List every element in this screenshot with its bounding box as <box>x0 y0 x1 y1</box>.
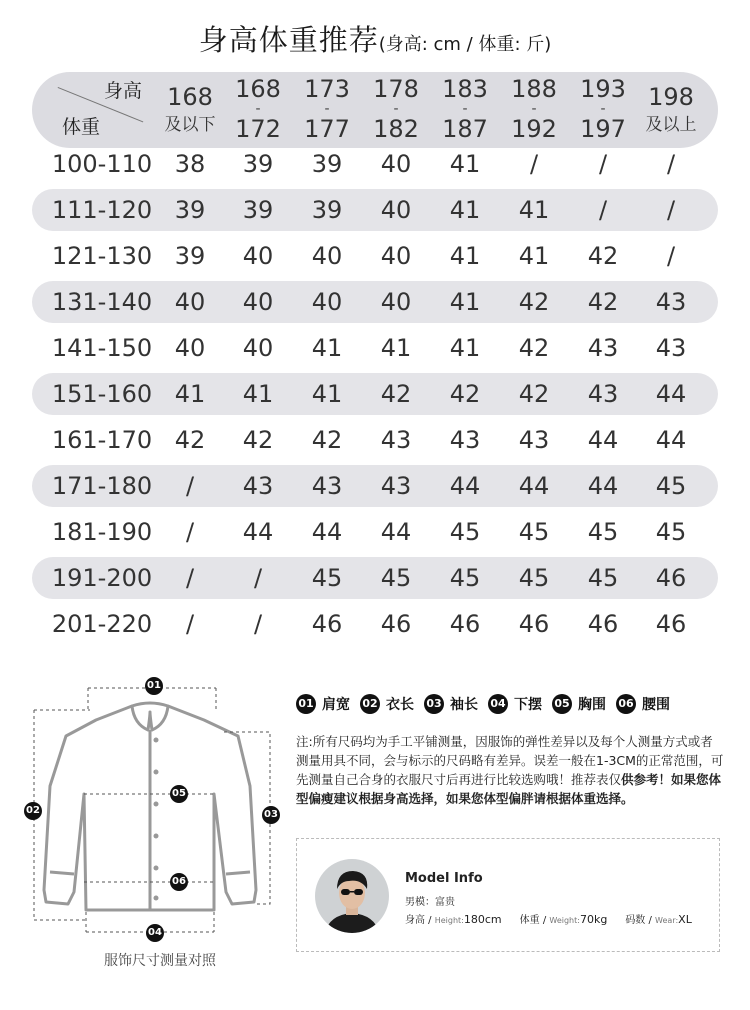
size-cell: 45 <box>518 518 550 546</box>
size-cell: 41 <box>311 334 343 362</box>
size-cell: 41 <box>242 380 274 408</box>
size-cell: 44 <box>587 472 619 500</box>
table-row <box>32 419 718 461</box>
size-cell: 45 <box>587 564 619 592</box>
size-cell: 46 <box>655 564 687 592</box>
size-cell: 39 <box>242 196 274 224</box>
size-cell: 43 <box>380 426 412 454</box>
size-cell: 40 <box>242 242 274 270</box>
size-cell: 39 <box>174 242 206 270</box>
height-column-header: 168 - 172 <box>235 75 281 143</box>
weight-range-cell: 100-110 <box>51 150 153 178</box>
size-cell: 46 <box>449 610 481 638</box>
size-cell: 42 <box>311 426 343 454</box>
weight-range-cell: 111-120 <box>51 196 153 224</box>
size-cell: 44 <box>449 472 481 500</box>
model-size: 码数 / Wear:XL <box>625 913 692 926</box>
table-row <box>32 235 718 277</box>
measurement-legend <box>296 692 680 716</box>
size-cell: 46 <box>587 610 619 638</box>
badge-06: 06 <box>170 873 188 891</box>
weight-range-cell: 121-130 <box>51 242 153 270</box>
size-cell: 41 <box>449 196 481 224</box>
height-column-header: 183 - 187 <box>442 75 488 143</box>
size-cell: / <box>185 518 195 546</box>
size-cell: 39 <box>174 196 206 224</box>
model-info-card <box>296 838 720 952</box>
size-cell: 39 <box>242 150 274 178</box>
size-cell: 46 <box>311 610 343 638</box>
table-row <box>32 465 718 507</box>
size-cell: 38 <box>174 150 206 178</box>
size-cell: 41 <box>518 196 550 224</box>
size-cell: 41 <box>518 242 550 270</box>
size-cell: 42 <box>518 380 550 408</box>
size-cell: 43 <box>311 472 343 500</box>
size-cell: 42 <box>518 334 550 362</box>
title-unit: (身高: cm / 体重: 斤) <box>378 34 552 55</box>
size-cell: / <box>666 196 676 224</box>
note-text: 注:所有尺码均为手工平铺测量，因服饰的弹性差异以及每个人测量方式或者测量用具不同，会与标示的尺码略有差异。误差一般在1-3CM的正常范围，可先测量自己合身的衣服尺寸后再进行比较选购哦！推荐表仅 <box>296 734 724 787</box>
weight-range-cell: 191-200 <box>51 564 153 592</box>
header-height-label: 身高 <box>104 80 143 102</box>
size-cell: 41 <box>449 288 481 316</box>
height-column-header: 198 及以上 <box>645 83 697 135</box>
size-cell: 43 <box>380 472 412 500</box>
size-cell: 40 <box>311 288 343 316</box>
size-cell: 44 <box>242 518 274 546</box>
size-cell: / <box>185 564 195 592</box>
size-cell: 42 <box>518 288 550 316</box>
size-cell: 41 <box>449 334 481 362</box>
header-weight-label: 体重 <box>62 116 101 138</box>
size-cell: 40 <box>242 288 274 316</box>
size-cell: 45 <box>518 564 550 592</box>
model-avatar-icon <box>315 859 389 933</box>
size-cell: / <box>598 150 608 178</box>
size-cell: 40 <box>380 288 412 316</box>
size-cell: 44 <box>655 426 687 454</box>
model-stats <box>405 911 710 926</box>
size-cell: 46 <box>380 610 412 638</box>
size-cell: 40 <box>380 242 412 270</box>
size-cell: / <box>185 610 195 638</box>
height-column-header: 173 - 177 <box>304 75 350 143</box>
size-cell: 44 <box>518 472 550 500</box>
legend-item: 01 肩宽 <box>296 694 350 714</box>
title-main: 身高体重推荐 <box>198 23 379 57</box>
page-title <box>0 18 750 59</box>
size-cell: 40 <box>380 196 412 224</box>
size-cell: 46 <box>518 610 550 638</box>
size-cell: 45 <box>449 564 481 592</box>
size-cell: 43 <box>242 472 274 500</box>
legend-item: 05 胸围 <box>552 694 606 714</box>
size-cell: / <box>529 150 539 178</box>
size-cell: 45 <box>655 472 687 500</box>
size-cell: 40 <box>174 288 206 316</box>
height-column-header: 188 - 192 <box>511 75 557 143</box>
size-cell: 42 <box>242 426 274 454</box>
badge-04: 04 <box>146 924 164 942</box>
size-cell: 43 <box>449 426 481 454</box>
size-cell: / <box>598 196 608 224</box>
height-column-header: 193 - 197 <box>580 75 626 143</box>
weight-range-cell: 181-190 <box>51 518 153 546</box>
size-cell: 40 <box>380 150 412 178</box>
badge-01: 01 <box>145 677 163 695</box>
table-row <box>32 189 718 231</box>
weight-range-cell: 151-160 <box>51 380 153 408</box>
size-cell: 45 <box>311 564 343 592</box>
weight-range-cell: 141-150 <box>51 334 153 362</box>
size-cell: 43 <box>518 426 550 454</box>
size-cell: 42 <box>587 242 619 270</box>
size-cell: 42 <box>380 380 412 408</box>
model-weight: 体重 / Weight:70kg <box>519 913 608 926</box>
size-cell: 39 <box>311 150 343 178</box>
table-row <box>32 327 718 369</box>
size-cell: 41 <box>174 380 206 408</box>
size-cell: 44 <box>587 426 619 454</box>
size-cell: 41 <box>449 150 481 178</box>
size-cell: 41 <box>449 242 481 270</box>
badge-02: 02 <box>24 802 42 820</box>
size-cell: 45 <box>587 518 619 546</box>
weight-range-cell: 171-180 <box>51 472 153 500</box>
size-cell: / <box>666 242 676 270</box>
table-row <box>32 373 718 415</box>
size-cell: 43 <box>587 334 619 362</box>
size-cell: 42 <box>449 380 481 408</box>
size-cell: 39 <box>311 196 343 224</box>
table-row <box>32 143 718 185</box>
size-cell: 42 <box>174 426 206 454</box>
size-cell: / <box>185 472 195 500</box>
size-cell: 44 <box>380 518 412 546</box>
model-name: 男模：富贵 <box>405 897 455 908</box>
note-advice: 供参考！如果您体型偏瘦建议根据身高选择，如果您体型偏胖请根据体重选择。 <box>296 772 722 806</box>
size-cell: / <box>253 610 263 638</box>
measurement-note <box>296 732 724 808</box>
size-cell: 40 <box>174 334 206 362</box>
size-cell: 44 <box>311 518 343 546</box>
size-cell: 43 <box>655 334 687 362</box>
size-cell: 40 <box>311 242 343 270</box>
size-cell: 45 <box>449 518 481 546</box>
table-row <box>32 603 718 645</box>
size-cell: 41 <box>380 334 412 362</box>
weight-range-cell: 161-170 <box>51 426 153 454</box>
model-info-title: Model Info <box>405 871 483 886</box>
diagram-caption: 服饰尺寸测量对照 <box>104 953 216 969</box>
size-cell: 41 <box>311 380 343 408</box>
badge-05: 05 <box>170 785 188 803</box>
size-cell: 45 <box>655 518 687 546</box>
weight-range-cell: 131-140 <box>51 288 153 316</box>
weight-range-cell: 201-220 <box>51 610 153 638</box>
size-cell: 40 <box>242 334 274 362</box>
height-column-header: 178 - 182 <box>373 75 419 143</box>
legend-item: 04 下摆 <box>488 694 542 714</box>
badge-03: 03 <box>262 806 280 824</box>
size-cell: 42 <box>587 288 619 316</box>
legend-item: 06 腰围 <box>616 694 670 714</box>
size-cell: / <box>666 150 676 178</box>
size-cell: 43 <box>655 288 687 316</box>
size-cell: 44 <box>655 380 687 408</box>
legend-item: 02 衣长 <box>360 694 414 714</box>
size-cell: 45 <box>380 564 412 592</box>
size-cell: / <box>253 564 263 592</box>
size-cell: 43 <box>587 380 619 408</box>
height-column-header: 168 及以下 <box>164 83 216 135</box>
size-cell: 46 <box>655 610 687 638</box>
table-row <box>32 281 718 323</box>
table-row <box>32 557 718 599</box>
model-height: 身高 / Height:180cm <box>405 913 502 926</box>
legend-item: 03 袖长 <box>424 694 478 714</box>
table-row <box>32 511 718 553</box>
